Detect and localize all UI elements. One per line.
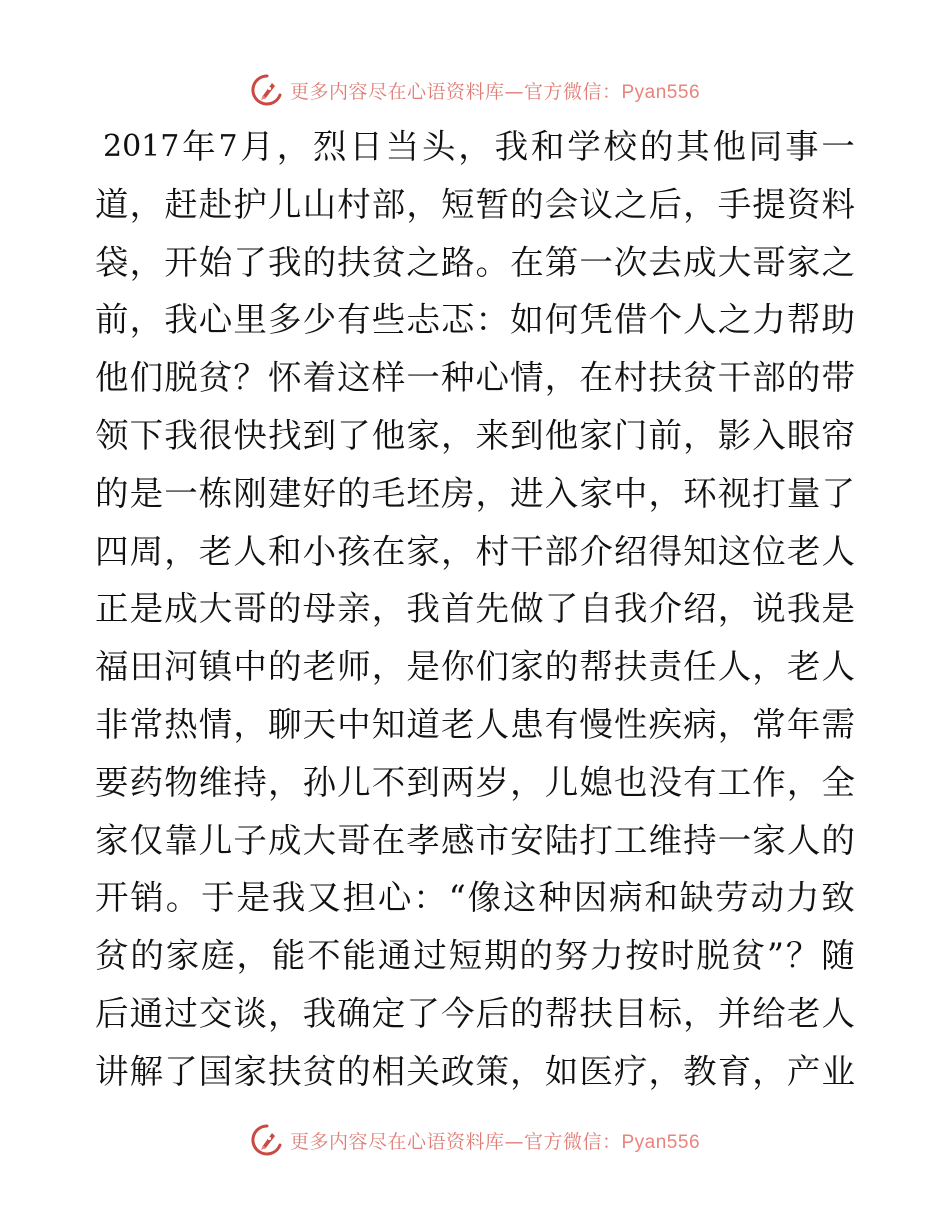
text-line: 四 周 ， 老 人 和 小 孩 在 家 ， 村 干 部 介 绍 得 知 这 位 老 人 [95,531,855,571]
text-line: 非 常 热 情 ， 聊 天 中 知 道 老 人 患 有 慢 性 疾 病 ， 常 年 需 [95,704,855,744]
article-body [95,118,855,1101]
text-line: 讲 解 了 国 家 扶 贫 的 相 关 政 策 ， 如 医 疗 ， 教 育 ， 产 业 [95,1051,855,1091]
watermark-wechat-id: Pyan556 [621,81,701,103]
text-line: 贫 的 家 庭 ， 能 不 能 通 过 短 期 的 努 力 按 时 脱 贫 ” ？ 随 [95,936,855,976]
watermark-wechat-id: Pyan556 [621,1131,701,1153]
text-line: 后 通 过 交 谈 ， 我 确 定 了 今 后 的 帮 扶 目 标 ， 并 给 老 人 [95,993,855,1033]
watermark-prefix: 更多内容尽在心语资料库—官方微信： [289,1130,622,1153]
text-line: 领 下 我 很 快 找 到 了 他 家 ， 来 到 他 家 门 前 ， 影 入 眼 帘 [95,415,855,455]
watermark-header [0,70,950,110]
text-line: 要 药 物 维 持 ， 孙 儿 不 到 两 岁 ， 儿 媳 也 没 有 工 作 ， 全 [95,762,855,802]
watermark-footer [0,1120,950,1160]
text-line: 福 田 河 镇 中 的 老 师 ， 是 你 们 家 的 帮 扶 责 任 人 ， 老 人 [95,647,855,687]
text-line: 家 仅 靠 儿 子 成 大 哥 在 孝 感 市 安 陆 打 工 维 持 一 家 人 的 [95,820,855,860]
text-line: 正 是 成 大 哥 的 母 亲 ， 我 首 先 做 了 自 我 介 绍 ， 说 我 是 [95,589,855,629]
text-line: 袋 ， 开 始 了 我 的 扶 贫 之 路 。 在 第 一 次 去 成 大 哥 家 之 [95,242,855,282]
text-line: 开 销 。 于 是 我 又 担 心 ： “ 像 这 种 因 病 和 缺 劳 动 力 致 [95,878,855,918]
text-line: 2017 年 7 月 ， 烈 日 当 头 ， 我 和 学 校 的 其 他 同 事 一 [103,127,855,166]
text-line: 道 ， 赶 赴 护 儿 山 村 部 ， 短 暂 的 会 议 之 后 ， 手 提 资 料 [95,184,855,224]
text-line: 的 是 一 栋 刚 建 好 的 毛 坯 房 ， 进 入 家 中 ， 环 视 打 量 了 [95,473,855,513]
watermark-text [290,77,700,104]
watermark-prefix: 更多内容尽在心语资料库—官方微信： [289,80,622,103]
pen-nib-circle-icon [250,1123,284,1157]
pen-nib-circle-icon [250,73,284,107]
watermark-text [290,1127,700,1154]
text-line: 前 ， 我 心 里 多 少 有 些 忐 忑 ： 如 何 凭 借 个 人 之 力 帮 助 [95,300,855,340]
text-line: 他 们 脱 贫 ？ 怀 着 这 样 一 种 心 情 ， 在 村 扶 贫 干 部 的 带 [95,358,855,398]
